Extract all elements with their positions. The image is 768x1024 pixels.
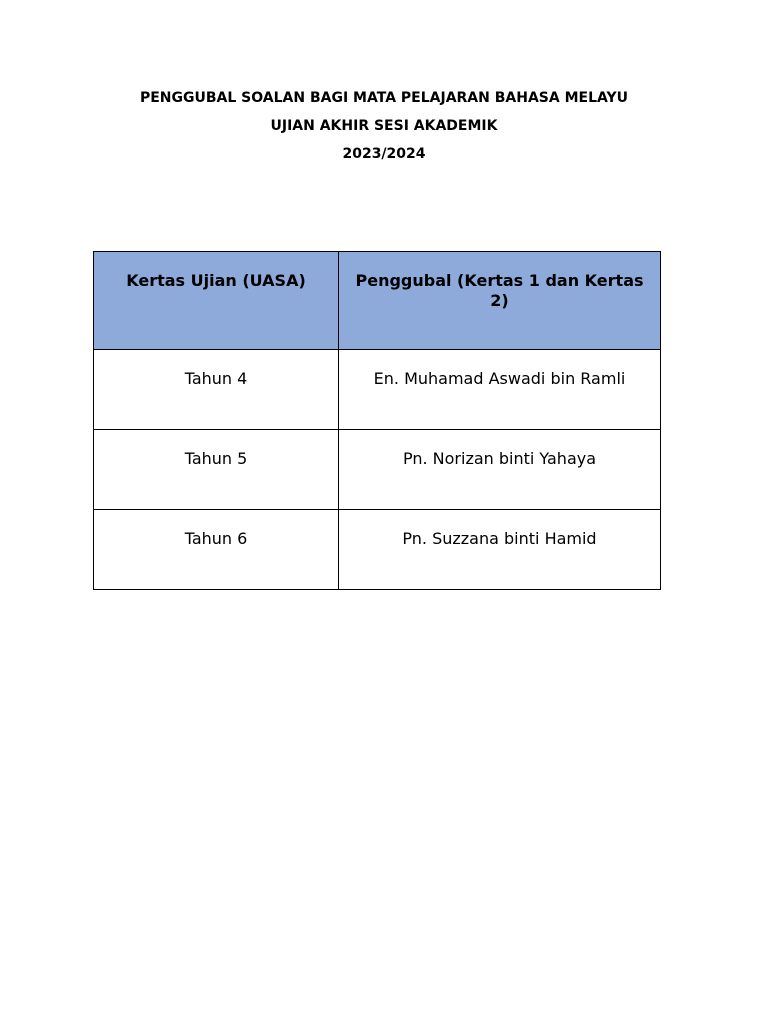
- table-row: [94, 430, 661, 510]
- column-header-exam-paper: Kertas Ujian (UASA): [94, 252, 339, 350]
- cell-setter: Pn. Norizan binti Yahaya: [339, 430, 661, 510]
- table: [93, 251, 661, 590]
- exam-setters-table: [93, 251, 660, 590]
- cell-paper: Tahun 6: [94, 510, 339, 590]
- table-row: [94, 510, 661, 590]
- title-line-3: 2023/2024: [342, 146, 426, 162]
- cell-paper: Tahun 5: [94, 430, 339, 510]
- cell-paper: Tahun 4: [94, 350, 339, 430]
- cell-setter: Pn. Suzzana binti Hamid: [339, 510, 661, 590]
- table-header-row: [94, 252, 661, 350]
- document-title: [0, 84, 768, 168]
- table-row: [94, 350, 661, 430]
- title-line-1: PENGGUBAL SOALAN BAGI MATA PELAJARAN BAHASA MELAYU: [139, 90, 628, 106]
- cell-setter: En. Muhamad Aswadi bin Ramli: [339, 350, 661, 430]
- column-header-setter: Penggubal (Kertas 1 dan Kertas 2): [339, 252, 661, 350]
- title-line-2: UJIAN AKHIR SESI AKADEMIK: [270, 118, 498, 134]
